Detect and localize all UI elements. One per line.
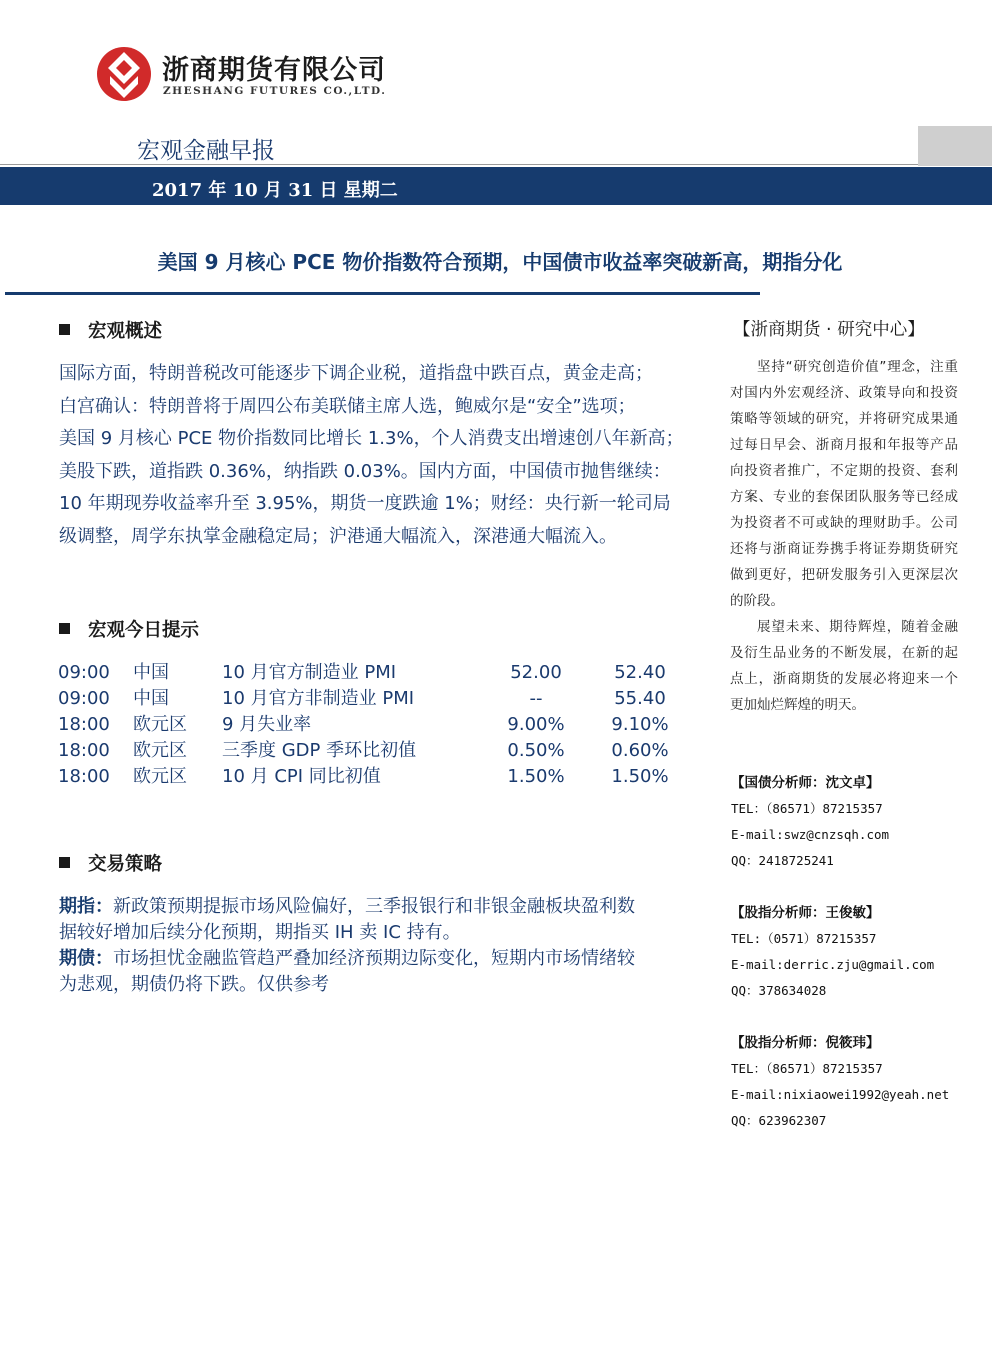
event-name: 10 月官方制造业 PMI (222, 662, 397, 683)
headline: 美国 9 月核心 PCE 物价指数符合预期，中国债市收益率突破新高，期指分化 (157, 250, 843, 274)
bullet-square-icon (59, 324, 70, 335)
analyst-email[interactable]: E-mail:nixiaowei1992@yeah.net (731, 1087, 950, 1102)
event-actual: 9.00% (507, 714, 565, 735)
event-region: 欧元区 (133, 740, 187, 761)
event-region: 欧元区 (133, 766, 187, 787)
research-center-intro (730, 354, 958, 718)
section-title-overview: 宏观概述 (59, 317, 162, 343)
strategy-line: 期指：新政策预期提振市场风险偏好，三季报银行和非银金融板块盈利数 (59, 896, 635, 917)
overview-line: 美股下跌，道指跌 0.36%，纳指跌 0.03%。国内方面，中国债市抛售继续： (59, 460, 671, 482)
research-center-para: 坚持“研究创造价值”理念，注重对国内外宏观经济、政策导向和投资策略等领域的研究，并将研究成果通过每日早会、浙商月报和年报等产品向投资者推广，不定期的投资、套利方案、专业的套保团队服务等已经成为投资者不可或缺的理财助手。公司还将与浙商证券携手将证券期货研究做到更好，把研发服务引入更深层次的阶段。 (730, 359, 958, 609)
company-name-en: ZHESHANG FUTURES CO.,LTD. (163, 85, 387, 97)
section-title-strategy: 交易策略 (59, 850, 162, 876)
strategy-paragraph (59, 894, 709, 998)
table-row (58, 764, 698, 790)
overview-line: 10 年期现券收益率升至 3.95%，期货一度跌逾 1%；财经：央行新一轮司局 (59, 493, 671, 514)
event-time: 09:00 (58, 688, 110, 709)
strategy-index-label: 期指： (59, 896, 113, 917)
strategy-line: 期债：市场担忧金融监管趋严叠加经济预期边际变化，短期内市场情绪较 (59, 948, 635, 969)
analyst-title: 【股指分析师：倪筱玮】 (731, 1035, 880, 1051)
event-time: 18:00 (58, 766, 110, 787)
analyst-title: 【股指分析师：王俊敏】 (731, 905, 880, 921)
strategy-line: 据较好增加后续分化预期，期指买 IH 卖 IC 持有。 (59, 922, 461, 943)
header-divider (0, 164, 918, 165)
overview-line: 美国 9 月核心 PCE 物价指数同比增长 1.3%，个人消费支出增速创八年新高； (59, 428, 684, 449)
event-time: 09:00 (58, 662, 110, 683)
overview-line: 级调整，周学东执掌金融稳定局；沪港通大幅流入，深港通大幅流入。 (59, 525, 617, 547)
event-previous: 55.40 (614, 688, 666, 709)
analyst-card (731, 900, 971, 1004)
event-region: 中国 (133, 688, 169, 709)
date-bar (0, 167, 992, 205)
event-actual: 1.50% (507, 766, 565, 787)
table-row (58, 712, 698, 738)
event-previous: 0.60% (611, 740, 669, 761)
event-region: 中国 (133, 662, 169, 683)
event-name: 10 月官方非制造业 PMI (222, 688, 415, 709)
analyst-tel: TEL：（86571）87215357 (731, 1061, 883, 1076)
event-actual: -- (529, 688, 543, 709)
analyst-tel: TEL:（0571）87215357 (731, 931, 877, 946)
analyst-title: 【国债分析师：沈文卓】 (731, 775, 880, 791)
event-actual: 0.50% (507, 740, 565, 761)
table-row (58, 738, 698, 764)
company-name-cn: 浙商期货有限公司 (162, 55, 386, 86)
report-name: 宏观金融早报 (137, 138, 275, 164)
headline-underline (5, 292, 760, 295)
bullet-square-icon (59, 623, 70, 634)
analyst-card (731, 1030, 971, 1134)
event-time: 18:00 (58, 740, 110, 761)
analyst-qq: QQ：378634028 (731, 983, 827, 998)
research-center-para: 展望未来、期待辉煌，随着金融及衍生品业务的不断发展，在新的起点上，浙商期货的发展必将迎来一个更加灿烂辉煌的明天。 (730, 619, 958, 713)
analyst-qq: QQ：623962307 (731, 1113, 827, 1128)
event-actual: 52.00 (510, 662, 562, 683)
strategy-line: 为悲观，期债仍将下跌。仅供参考 (59, 974, 329, 995)
event-time: 18:00 (58, 714, 110, 735)
analyst-email[interactable]: E-mail:derric.zju@gmail.com (731, 957, 935, 972)
research-center-title: 【浙商期货 · 研究中心】 (733, 320, 925, 340)
analyst-card (731, 770, 971, 874)
event-previous: 9.10% (611, 714, 669, 735)
event-name: 9 月失业率 (222, 714, 312, 735)
analyst-tel: TEL：（86571）87215357 (731, 801, 883, 816)
analyst-qq: QQ：2418725241 (731, 853, 834, 868)
event-region: 欧元区 (133, 714, 187, 735)
table-row (58, 660, 698, 686)
header-gray-block (918, 126, 992, 166)
event-name: 10 月 CPI 同比初值 (222, 766, 381, 787)
table-row (58, 686, 698, 712)
report-date: 2017 年 10 月 31 日 星期二 (152, 180, 398, 201)
calendar-table (58, 660, 698, 790)
zheshang-logo-icon (96, 46, 152, 102)
bullet-square-icon (59, 857, 70, 868)
overview-line: 国际方面，特朗普税改可能逐步下调企业税，道指盘中跌百点，黄金走高； (59, 363, 653, 384)
event-name: 三季度 GDP 季环比初值 (222, 740, 417, 761)
overview-line: 白宫确认：特朗普将于周四公布美联储主席人选，鲍威尔是“安全”选项； (59, 395, 636, 417)
event-previous: 1.50% (611, 766, 669, 787)
overview-paragraph (59, 358, 709, 553)
strategy-bond-label: 期债： (59, 948, 113, 969)
section-title-calendar: 宏观今日提示 (59, 616, 199, 642)
event-previous: 52.40 (614, 662, 666, 683)
analyst-email[interactable]: E-mail:swz@cnzsqh.com (731, 827, 890, 842)
